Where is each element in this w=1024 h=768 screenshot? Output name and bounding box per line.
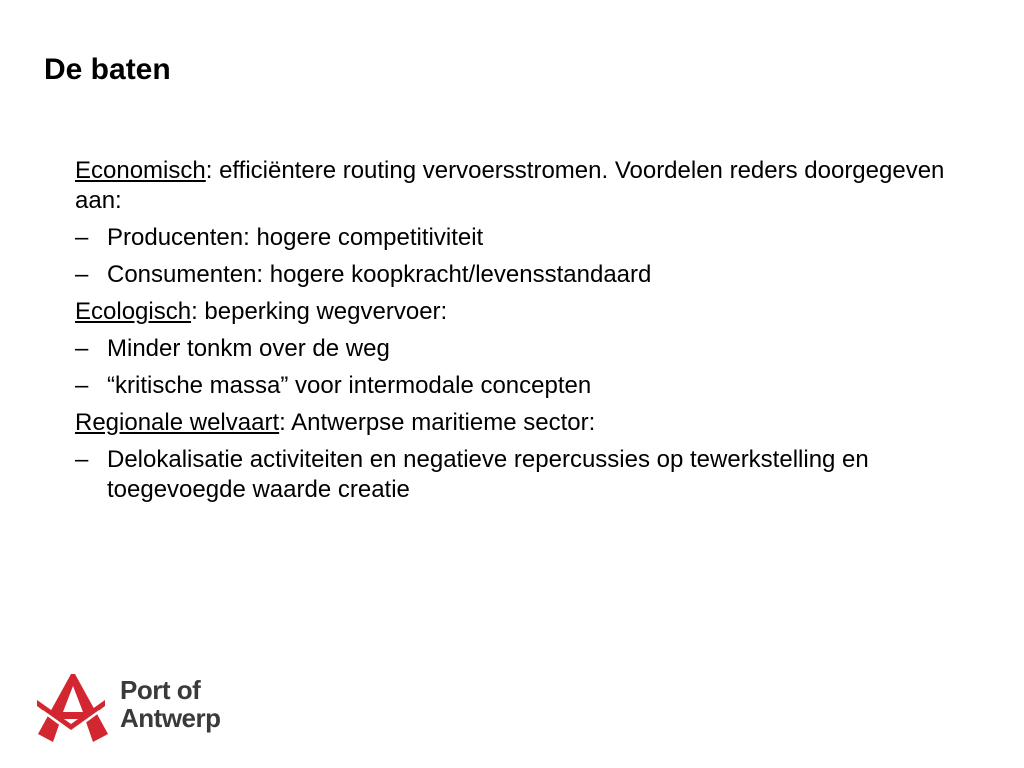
- block-text: : Antwerpse maritieme sector:: [279, 409, 596, 436]
- block-heading: Ecologisch: [75, 298, 192, 325]
- block-ecologisch: [75, 297, 965, 327]
- block-text: : beperking wegvervoer:: [191, 298, 448, 325]
- list-item-text: Producenten: hogere competitiviteit: [107, 224, 484, 251]
- bullet-dash: –: [75, 335, 89, 362]
- list-item: [75, 260, 965, 290]
- list-item-text: Minder tonkm over de weg: [107, 335, 390, 362]
- bullet-dash: –: [75, 372, 89, 399]
- list-item: [75, 223, 965, 253]
- block-economisch: [75, 156, 965, 216]
- logo-text-line1: Port of: [120, 675, 201, 705]
- block-heading: Regionale welvaart: [75, 409, 280, 436]
- list-item: [75, 334, 965, 364]
- logo-text-line2: Antwerp: [120, 703, 221, 733]
- list-item: [75, 371, 965, 401]
- block-text: : efficiëntere routing vervoersstromen. Voordelen reders doorgegeven aan:: [75, 157, 945, 214]
- list-item-text: Delokalisatie activiteiten en negatieve repercussies op tewerkstelling en toegevoegde waarde creatie: [107, 446, 869, 503]
- list-item-text: “kritische massa” voor intermodale concepten: [107, 372, 592, 399]
- slide-content: [75, 156, 965, 512]
- bullet-dash: –: [75, 224, 89, 251]
- slide-title: De baten: [44, 53, 171, 86]
- block-regionale-welvaart: [75, 408, 965, 438]
- bullet-dash: –: [75, 261, 89, 288]
- logo-text: [120, 676, 221, 732]
- list-item-text: Consumenten: hogere koopkracht/levensstandaard: [107, 261, 652, 288]
- bullet-dash: –: [75, 446, 89, 473]
- port-of-antwerp-logo: [33, 672, 248, 742]
- block-heading: Economisch: [75, 157, 206, 184]
- list-item: [75, 445, 965, 505]
